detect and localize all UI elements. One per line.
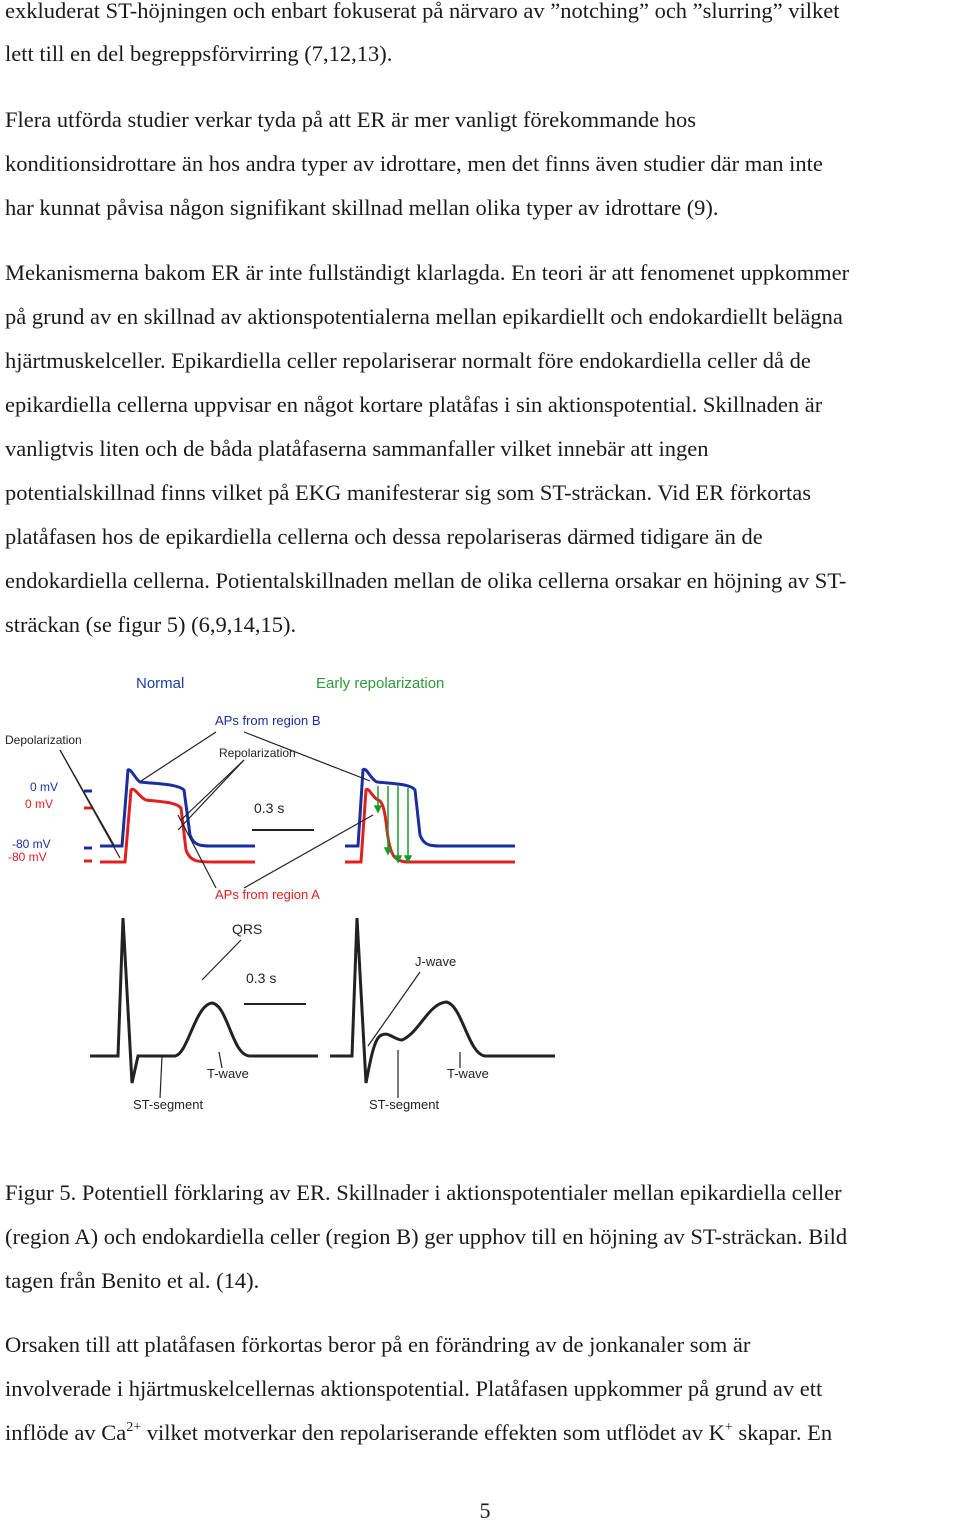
body-text-line: potentialskillnad finns vilket på EKG manifesterar sig som ST-sträckan. Vid ER förkortas [5,480,812,505]
body-text-line: Flera utförda studier verkar tyda på att ER är mer vanligt förekommande hos [5,107,697,132]
label-t-wave-left: T-wave [207,1066,249,1081]
body-text-line: epikardiella cellerna uppvisar en något kortare platåfas i sin aktionspotential. Skillnaden är [5,392,823,417]
label-j-wave: J-wave [415,954,457,969]
body-text-line: lett till en del begreppsförvirring (7,12,13). [5,41,393,66]
label-time-scale-bottom: 0.3 s [246,970,277,986]
body-text-line: konditionsidrottare än hos andra typer av idrottare, men det finns även studier där man inte [5,151,823,176]
ap-region-a-early [345,789,515,862]
label-qrs: QRS [232,921,263,937]
ap-region-b-early [345,769,515,846]
label-normal: Normal [136,675,185,692]
superscript-charge: + [724,1420,733,1435]
body-text-line: platåfasen hos de epikardiella cellerna och dessa repolariseras därmed tidigare än de [5,524,763,549]
label-0mv-b: 0 mV [30,780,59,794]
body-text-line [5,1420,832,1446]
label-aps-region-b: APs from region B [215,713,321,728]
label-0mv-a: 0 mV [25,797,54,811]
text-segment: inflöde av Ca [5,1420,127,1445]
body-text-line: har kunnat påvisa någon signifikant skillnad mellan olika typer av idrottare (9). [5,195,719,220]
annotation-pointer-lines [60,732,460,1098]
label-depolarization: Depolarization [5,733,82,747]
body-text-line: sträckan (se figur 5) (6,9,14,15). [5,612,297,637]
body-text-line: endokardiella cellerna. Potientalskillnaden mellan de olika cellerna orsakar en höjning av ST- [5,568,847,593]
figure-action-potentials [0,660,580,1130]
figure-caption-line: (region A) och endokardiella celler (region B) ger upphov till en höjning av ST-sträckan. Bild [5,1224,848,1249]
body-text-line: på grund av en skillnad av aktionspotentialerna mellan epikardiellt och endokardiellt belägna [5,304,843,329]
label-t-wave-right: T-wave [447,1066,489,1081]
body-text-line: Mekanismerna bakom ER är inte fullständigt klarlagda. En teori är att fenomenet uppkommer [5,260,850,285]
text-segment: skapar. En [732,1420,833,1445]
body-text-line: vanligtvis liten och de båda platåfaserna sammanfaller vilket innebär att ingen [5,436,709,461]
ecg-trace-early-repolarization [330,918,555,1083]
label-minus80mv-b: -80 mV [12,837,51,851]
figure-caption-line: Figur 5. Potentiell förklaring av ER. Skillnader i aktionspotentialer mellan epikardiella celler [5,1180,842,1205]
ap-region-b-normal [100,770,255,846]
body-text-line: exkluderat ST-höjningen och enbart fokuserat på närvaro av ”notching” och ”slurring” vilket [5,0,840,23]
body-text-line: involverade i hjärtmuskelcellernas aktionspotential. Platåfasen uppkommer på grund av ett [5,1376,823,1401]
body-text-line: Orsaken till att platåfasen förkortas beror på en förändring av de jonkanaler som är [5,1332,751,1357]
label-minus80mv-a: -80 mV [8,850,47,864]
superscript-charge: 2+ [126,1420,142,1435]
potential-difference-arrows [375,786,411,862]
label-aps-region-a: APs from region A [215,887,320,902]
page-number: 5 [479,1498,491,1523]
text-segment: vilket motverkar den repolariserande effekten som utflödet av K [141,1420,725,1445]
label-time-scale-top: 0.3 s [254,800,285,816]
label-repolarization: Repolarization [219,746,296,760]
body-text-line: hjärtmuskelceller. Epikardiella celler repolariserar normalt före endokardiella celler då de [5,348,811,373]
label-st-segment-right: ST-segment [369,1097,440,1112]
figure-caption-line: tagen från Benito et al. (14). [5,1268,260,1293]
label-early-repolarization: Early repolarization [316,675,445,692]
label-st-segment-left: ST-segment [133,1097,204,1112]
ecg-trace-normal [90,918,318,1083]
